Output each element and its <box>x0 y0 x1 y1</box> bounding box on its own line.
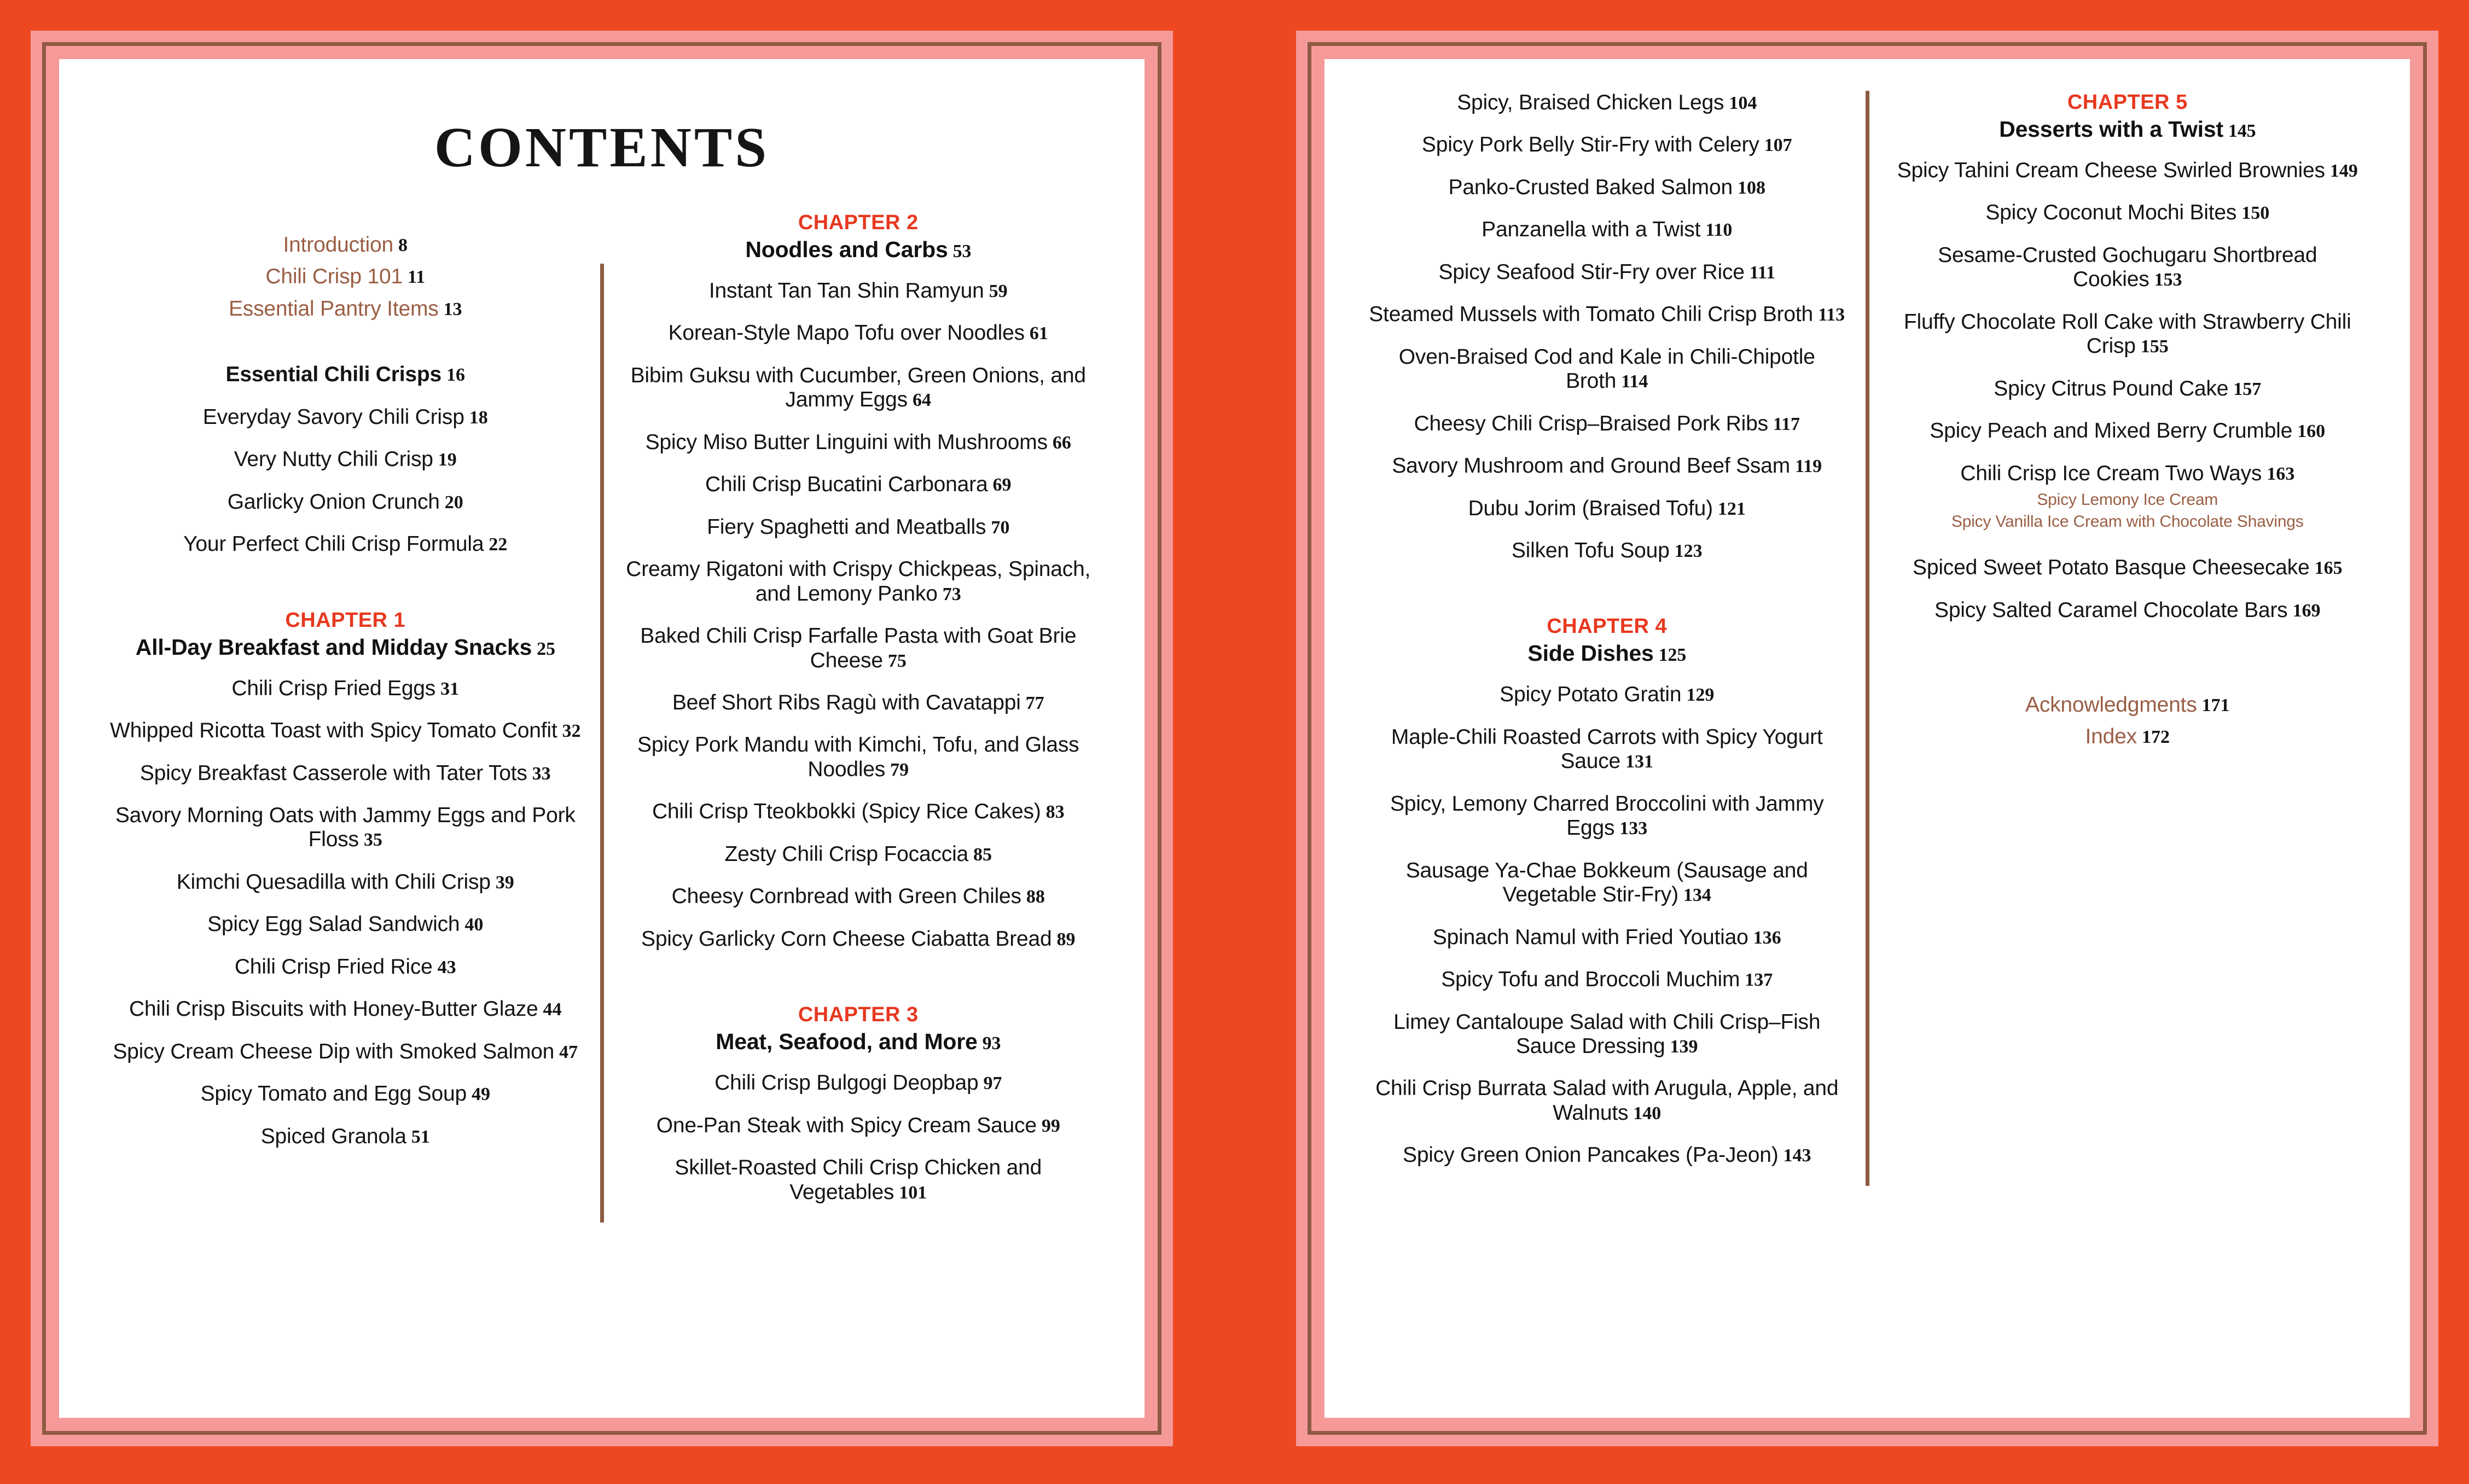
entry-page-number: 77 <box>1025 692 1044 713</box>
entry-page-number: 69 <box>992 475 1012 496</box>
entry-title: Spicy Pork Belly Stir-Fry with Celery <box>1421 133 1759 157</box>
entry-title: Spicy Citrus Pound Cake <box>1994 376 2229 400</box>
toc-entry[interactable] <box>1888 243 2368 292</box>
entry-title: Very Nutty Chili Crisp <box>234 447 433 472</box>
entry-title: Maple-Chili Roasted Carrots with Spicy Yogurt Sauce <box>1391 725 1823 773</box>
entry-title: Whipped Ricotta Toast with Spicy Tomato Confit <box>110 719 557 743</box>
entry-title: Spicy Pork Mandu with Kimchi, Tofu, and Glass Noodles <box>637 733 1079 781</box>
entry-title: Acknowledgments <box>2025 692 2197 717</box>
entry-title: Side Dishes <box>1527 641 1654 666</box>
toc-entry[interactable] <box>623 557 1095 606</box>
toc-entry[interactable] <box>109 490 582 514</box>
toc-entry[interactable] <box>109 677 582 701</box>
left-page-content <box>59 59 1145 1418</box>
column-divider-left-page <box>600 264 604 1223</box>
entry-title: Spicy Tofu and Broccoli Muchim <box>1441 968 1740 992</box>
entry-page-number: 149 <box>2329 161 2358 181</box>
entry-title: Korean-Style Mapo Tofu over Noodles <box>668 321 1025 345</box>
chapter-label-5: CHAPTER 5 <box>2067 91 2188 114</box>
entry-title: Savory Mushroom and Ground Beef Ssam <box>1392 454 1791 478</box>
entry-title: Spicy Green Onion Pancakes (Pa-Jeon) <box>1403 1143 1779 1167</box>
toc-entry[interactable] <box>623 430 1095 455</box>
toc-entry[interactable] <box>1888 377 2368 401</box>
toc-entry[interactable] <box>623 1071 1095 1095</box>
entry-page-number: 137 <box>1745 970 1773 991</box>
entry-page-number: 101 <box>899 1182 927 1203</box>
entry-page-number: 47 <box>559 1041 578 1062</box>
right-page-content <box>1324 59 2410 1418</box>
entry-page-number: 61 <box>1029 323 1048 344</box>
entry-page-number: 22 <box>489 534 508 555</box>
toc-entry-back-matter[interactable] <box>1888 693 2368 717</box>
entry-page-number: 169 <box>2292 600 2321 621</box>
toc-entry[interactable] <box>1367 968 1847 992</box>
entry-page-number: 97 <box>983 1073 1002 1094</box>
entry-page-number: 99 <box>1041 1115 1060 1136</box>
entry-page-number: 114 <box>1621 371 1648 392</box>
entry-page-number: 53 <box>952 241 972 261</box>
entry-page-number: 110 <box>1705 220 1733 241</box>
toc-entry[interactable] <box>1888 462 2368 486</box>
toc-entry[interactable] <box>1367 683 1847 707</box>
entry-page-number: 140 <box>1633 1103 1662 1124</box>
entry-page-number: 66 <box>1052 432 1071 453</box>
entry-title: Oven-Braised Cod and Kale in Chili-Chipotle Broth <box>1398 345 1815 393</box>
chapter-label-3: CHAPTER 3 <box>798 1003 919 1027</box>
entry-page-number: 153 <box>2154 270 2182 290</box>
toc-entry-front-matter[interactable] <box>109 297 582 321</box>
entry-page-number: 150 <box>2241 203 2270 224</box>
entry-page-number: 129 <box>1686 685 1715 706</box>
toc-entry[interactable] <box>109 405 582 429</box>
entry-title: Spicy Garlicky Corn Cheese Ciabatta Bread <box>641 927 1052 951</box>
entry-page-number: 18 <box>469 407 488 428</box>
toc-entry[interactable] <box>1888 310 2368 359</box>
entry-title: Spicy Seafood Stir-Fry over Rice <box>1438 260 1745 284</box>
entry-page-number: 104 <box>1729 93 1757 113</box>
entry-title: Chili Crisp Biscuits with Honey-Butter Glaze <box>129 997 538 1021</box>
entry-title: Cheesy Cornbread with Green Chiles <box>671 884 1021 909</box>
toc-column-3 <box>1349 91 1866 1186</box>
chapter-label-2: CHAPTER 2 <box>798 211 919 234</box>
entry-page-number: 139 <box>1670 1036 1698 1057</box>
toc-entry[interactable] <box>109 761 582 785</box>
entry-title: Zesty Chili Crisp Focaccia <box>724 842 969 866</box>
chapter-title-2[interactable] <box>623 237 1095 263</box>
chapter-label-1: CHAPTER 1 <box>285 608 406 632</box>
entry-title: Fluffy Chocolate Roll Cake with Strawberry Chili Crisp <box>1903 310 2351 358</box>
toc-entry[interactable] <box>623 842 1095 866</box>
toc-entry[interactable] <box>109 719 582 743</box>
toc-entry[interactable] <box>623 515 1095 539</box>
entry-page-number: 111 <box>1749 262 1776 283</box>
entry-title: Fiery Spaghetti and Meatballs <box>707 515 986 539</box>
entry-page-number: 85 <box>973 844 992 865</box>
entry-title: Chili Crisp Ice Cream Two Ways <box>1960 461 2262 485</box>
entry-page-number: 133 <box>1619 818 1648 839</box>
entry-title: Meat, Seafood, and More <box>716 1029 978 1055</box>
toc-entry[interactable] <box>1367 497 1847 521</box>
entry-page-number: 108 <box>1737 177 1765 198</box>
toc-entry[interactable] <box>1367 1143 1847 1167</box>
entry-page-number: 155 <box>2140 336 2169 357</box>
entry-page-number: 70 <box>991 517 1010 538</box>
toc-entry[interactable] <box>1367 859 1847 907</box>
entry-page-number: 113 <box>1818 305 1845 325</box>
right-page <box>1296 31 2438 1446</box>
toc-entry[interactable] <box>623 691 1095 715</box>
toc-entry[interactable] <box>623 733 1095 782</box>
toc-entry[interactable] <box>623 321 1095 345</box>
entry-page-number: 89 <box>1056 929 1076 950</box>
entry-title: Essential Pantry Items <box>228 296 439 321</box>
entry-page-number: 49 <box>471 1084 490 1105</box>
entry-title: Everyday Savory Chili Crisp <box>202 405 464 429</box>
entry-page-number: 134 <box>1683 885 1711 906</box>
entry-title: Instant Tan Tan Shin Ramyun <box>708 279 984 302</box>
toc-section-heading-essential-chili-crisps[interactable] <box>109 363 582 387</box>
entry-page-number: 163 <box>2267 463 2295 484</box>
entry-page-number: 75 <box>887 650 907 671</box>
entry-title: Bibim Guksu with Cucumber, Green Onions, and Jammy Eggs <box>630 363 1086 412</box>
toc-entry-front-matter[interactable] <box>109 233 582 257</box>
entry-title: Savory Morning Oats with Jammy Eggs and Pork Floss <box>115 803 576 852</box>
entry-page-number: 31 <box>440 678 460 699</box>
toc-entry[interactable] <box>1367 792 1847 841</box>
chapter-label-4: CHAPTER 4 <box>1547 615 1668 638</box>
entry-title: Spicy Breakfast Casserole with Tater Tots <box>140 761 527 785</box>
entry-title: Introduction <box>283 233 393 257</box>
toc-entry-front-matter[interactable] <box>109 265 582 289</box>
toc-entry[interactable] <box>1367 345 1847 394</box>
entry-page-number: 32 <box>562 721 581 742</box>
left-page-frame <box>42 42 1161 1435</box>
entry-title: Essential Chili Crisps <box>225 363 441 387</box>
entry-page-number: 125 <box>1658 645 1687 666</box>
toc-entry[interactable] <box>623 927 1095 951</box>
entry-page-number: 83 <box>1045 802 1065 823</box>
entry-title: Spicy Peach and Mixed Berry Crumble <box>1930 419 2293 443</box>
entry-page-number: 165 <box>2314 558 2343 579</box>
entry-title: All-Day Breakfast and Midday Snacks <box>135 634 532 660</box>
entry-title: Sausage Ya-Chae Bokkeum (Sausage and Vegetable Stir-Fry) <box>1405 858 1808 907</box>
entry-title: Steamed Mussels with Tomato Chili Crisp Broth <box>1369 302 1814 327</box>
toc-entry[interactable] <box>109 955 582 979</box>
toc-entry[interactable] <box>109 870 582 894</box>
entry-title: Spicy Tomato and Egg Soup <box>200 1082 467 1106</box>
toc-column-1 <box>91 211 600 1223</box>
entry-page-number: 123 <box>1674 540 1703 561</box>
left-page <box>31 31 1173 1446</box>
entry-title: Spicy Miso Butter Linguini with Mushrooms <box>645 430 1048 454</box>
entry-title: Spicy Tahini Cream Cheese Swirled Brownies <box>1897 159 2325 182</box>
entry-page-number: 40 <box>464 915 484 935</box>
entry-page-number: 64 <box>912 390 931 411</box>
entry-page-number: 172 <box>2141 727 2170 748</box>
entry-title: Chili Crisp Bucatini Carbonara <box>705 473 988 497</box>
toc-entry[interactable] <box>109 532 582 556</box>
entry-title: Index <box>2085 725 2137 749</box>
chapter-title-4[interactable] <box>1367 641 1847 666</box>
page-title: CONTENTS <box>434 116 770 179</box>
toc-entry[interactable] <box>1367 926 1847 950</box>
entry-page-number: 79 <box>890 759 909 780</box>
toc-entry[interactable] <box>623 473 1095 497</box>
entry-title: Creamy Rigatoni with Crispy Chickpeas, Spinach, and Lemony Panko <box>626 557 1091 606</box>
chapter-title-3[interactable] <box>623 1029 1095 1055</box>
toc-entry[interactable] <box>1888 419 2368 443</box>
entry-title: Spicy, Braised Chicken Legs <box>1457 91 1724 114</box>
toc-entry[interactable] <box>623 364 1095 412</box>
entry-title: Spicy Salted Caramel Chocolate Bars <box>1934 598 2288 622</box>
entry-page-number: 88 <box>1026 887 1045 907</box>
entry-title: Your Perfect Chili Crisp Formula <box>183 532 484 556</box>
entry-page-number: 8 <box>398 235 408 255</box>
entry-page-number: 59 <box>989 281 1008 301</box>
entry-page-number: 25 <box>537 638 555 659</box>
toc-entry[interactable] <box>1367 1076 1847 1125</box>
entry-page-number: 51 <box>411 1126 430 1147</box>
toc-entry[interactable] <box>1367 454 1847 478</box>
entry-page-number: 117 <box>1773 414 1800 434</box>
entry-title: Spicy Egg Salad Sandwich <box>207 912 460 936</box>
left-page-columns <box>59 176 1145 1223</box>
toc-entry[interactable] <box>1888 201 2368 225</box>
entry-title: Silken Tofu Soup <box>1511 538 1670 562</box>
entry-title: Chili Crisp Fried Eggs <box>231 676 436 700</box>
entry-title: Chili Crisp Burrata Salad with Arugula, Apple, and Walnuts <box>1375 1076 1839 1125</box>
entry-page-number: 143 <box>1783 1145 1811 1166</box>
toc-entry[interactable] <box>623 1156 1095 1204</box>
toc-entry[interactable] <box>1367 260 1847 284</box>
entry-page-number: 145 <box>2228 121 2256 141</box>
entry-page-number: 121 <box>1717 498 1746 519</box>
entry-title: Sesame-Crusted Gochugaru Shortbread Cookies <box>1938 243 2317 292</box>
right-page-columns <box>1324 59 2410 1186</box>
entry-title: Spicy, Lemony Charred Broccolini with Jammy Eggs <box>1390 792 1824 840</box>
toc-entry[interactable] <box>1367 539 1847 563</box>
toc-entry[interactable] <box>1367 412 1847 436</box>
entry-page-number: 44 <box>543 999 562 1020</box>
entry-page-number: 157 <box>2233 379 2262 399</box>
toc-entry[interactable] <box>1367 725 1847 774</box>
entry-title: Chili Crisp Tteokbokki (Spicy Rice Cakes) <box>652 800 1041 824</box>
toc-entry[interactable] <box>623 1114 1095 1138</box>
right-page-frame <box>1308 42 2427 1435</box>
toc-entry[interactable] <box>109 912 582 936</box>
entry-title: Cheesy Chili Crisp–Braised Pork Ribs <box>1414 411 1768 435</box>
entry-page-number: 43 <box>437 957 456 977</box>
toc-entry[interactable] <box>623 884 1095 909</box>
entry-page-number: 20 <box>444 492 463 513</box>
entry-title: Dubu Jorim (Braised Tofu) <box>1468 496 1713 520</box>
entry-title: Spicy Cream Cheese Dip with Smoked Salmon <box>113 1039 555 1063</box>
entry-title: Noodles and Carbs <box>745 237 948 262</box>
toc-entry[interactable] <box>1367 133 1847 157</box>
entry-title: Beef Short Ribs Ragù with Cavatappi <box>672 690 1021 714</box>
toc-entry[interactable] <box>1367 91 1847 115</box>
toc-entry[interactable] <box>109 447 582 472</box>
entry-title: Panko-Crusted Baked Salmon <box>1448 175 1733 199</box>
entry-page-number: 93 <box>982 1033 1001 1054</box>
entry-page-number: 11 <box>407 267 426 288</box>
toc-entry[interactable] <box>1888 556 2368 580</box>
entry-title: Spinach Namul with Fried Youtiao <box>1432 925 1748 949</box>
toc-column-4 <box>1869 91 2386 1186</box>
entry-title: Skillet-Roasted Chili Crisp Chicken and Vegetables <box>675 1156 1042 1204</box>
entry-page-number: 119 <box>1795 456 1822 477</box>
toc-entry[interactable] <box>1367 218 1847 242</box>
toc-subentry-ice-cream[interactable]: Spicy Vanilla Ice Cream with Chocolate Shavings <box>1951 513 2304 531</box>
toc-entry[interactable] <box>1367 176 1847 200</box>
toc-entry[interactable] <box>1367 1010 1847 1059</box>
chapter-title-1[interactable] <box>109 635 582 660</box>
toc-entry[interactable] <box>623 624 1095 673</box>
toc-entry[interactable] <box>109 1125 582 1149</box>
entry-title: Baked Chili Crisp Farfalle Pasta with Goat Brie Cheese <box>640 624 1077 672</box>
toc-entry[interactable] <box>109 804 582 852</box>
toc-column-2 <box>604 211 1113 1223</box>
toc-entry[interactable] <box>109 997 582 1021</box>
entry-title: Spiced Sweet Potato Basque Cheesecake <box>1913 556 2310 580</box>
entry-title: Spiced Granola <box>260 1124 406 1148</box>
entry-title: Panzanella with a Twist <box>1482 218 1701 242</box>
entry-title: Limey Cantaloupe Salad with Chili Crisp–Fish Sauce Dressing <box>1393 1010 1821 1058</box>
toc-entry[interactable] <box>1888 598 2368 622</box>
entry-title: Chili Crisp 101 <box>265 265 403 289</box>
entry-page-number: 107 <box>1764 135 1792 156</box>
entry-title: One-Pan Steak with Spicy Cream Sauce <box>656 1113 1037 1137</box>
column-divider-right-page <box>1866 91 1869 1186</box>
entry-page-number: 39 <box>495 872 514 893</box>
entry-title: Spicy Coconut Mochi Bites <box>1985 201 2237 225</box>
entry-title: Chili Crisp Bulgogi Deopbap <box>714 1071 979 1095</box>
entry-page-number: 171 <box>2201 695 2230 715</box>
entry-page-number: 73 <box>942 584 961 604</box>
toc-entry[interactable] <box>623 800 1095 824</box>
entry-page-number: 160 <box>2297 421 2326 442</box>
toc-entry[interactable] <box>1367 302 1847 327</box>
entry-page-number: 35 <box>363 830 382 851</box>
entry-title: Spicy Potato Gratin <box>1500 683 1682 707</box>
entry-page-number: 136 <box>1753 927 1781 948</box>
chapter-title-5[interactable] <box>1888 117 2368 142</box>
toc-subentry-ice-cream[interactable]: Spicy Lemony Ice Cream <box>2037 491 2218 509</box>
toc-entry-back-matter[interactable] <box>1888 725 2368 749</box>
entry-title: Kimchi Quesadilla with Chili Crisp <box>176 870 491 894</box>
entry-page-number: 13 <box>443 299 462 319</box>
toc-entry[interactable] <box>109 1040 582 1064</box>
entry-page-number: 16 <box>446 365 465 386</box>
entry-page-number: 19 <box>438 450 457 470</box>
entry-page-number: 33 <box>532 763 551 784</box>
toc-entry[interactable] <box>109 1082 582 1106</box>
entry-title: Chili Crisp Fried Rice <box>234 955 433 979</box>
entry-page-number: 131 <box>1625 752 1654 772</box>
entry-title: Garlicky Onion Crunch <box>227 490 440 514</box>
entry-title: Desserts with a Twist <box>1999 117 2223 142</box>
toc-entry[interactable] <box>623 279 1095 303</box>
toc-entry[interactable] <box>1888 159 2368 183</box>
